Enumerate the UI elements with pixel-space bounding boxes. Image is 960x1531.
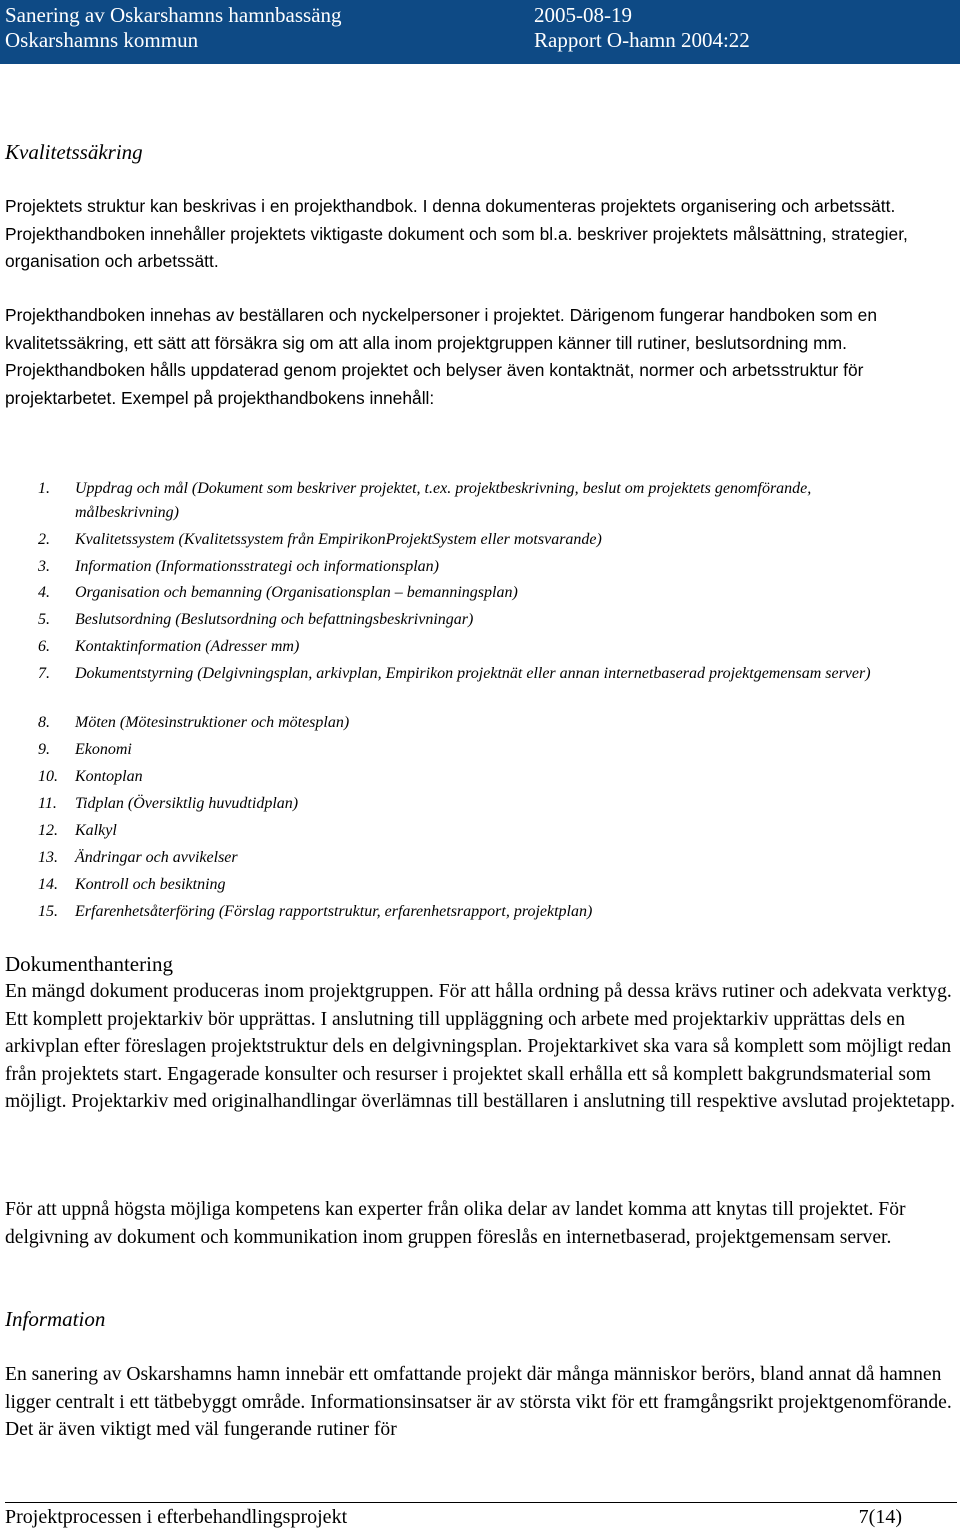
list-item: 7. Dokumentstyrning (Delgivningsplan, arkivplan, Empirikon projektnät eller annan internetbaserad projektgemensam server) [38, 665, 871, 682]
page-footer [5, 1502, 957, 1531]
paragraph-projektstruktur: Projektets struktur kan beskrivas i en projekthandbok. I denna dokumenteras projektets organisering och arbetssätt. Projekthandboken innehåller projektets viktigaste dokument och som bl.a. beskriver projektets målsättning, strategier, organisation och arbetssätt. [5, 196, 908, 271]
list-item: 5. Beslutsordning (Beslutsordning och befattningsbeskrivningar) [38, 611, 474, 628]
header-date: 2005-08-19 [534, 3, 632, 27]
header-title: Sanering av Oskarshamns hamnbassäng [5, 3, 342, 27]
header-org: Oskarshamns kommun [5, 28, 199, 52]
heading-kvalitetssakring: Kvalitetssäkring [5, 140, 143, 164]
paragraph-dokument: En mängd dokument produceras inom projektgruppen. För att hålla ordning på dessa krävs rutiner och adekvata verktyg. Ett komplett projektarkiv bör upprättas. I anslutning till uppläggning och arbete med projektarkiv upprättas dels en arkivplan efter föreslagen projektstruktur dels en delgivningsplan. Projektarkivet ska vara så komplett som möjligt redan från projektets start. Engagerade konsulter och resurser i projektet skall erhålla ett så komplett bakgrundsmaterial som möjligt. Projektarkiv med originalhandlingar överlämnas till beställaren i anslutning till respektive avslutad projektetapp. [5, 981, 956, 1112]
paragraph-kompetens: För att uppnå högsta möjliga kompetens kan experter från olika delar av landet komma att knytas till projektet. För delgivning av dokument och kommunikation inom gruppen föreslås en internetbaserad, projektgemensam server. [5, 1199, 906, 1248]
heading-information: Information [5, 1307, 106, 1331]
list-item: 2. Kvalitetssystem (Kvalitetssystem från EmpirikonProjektSystem eller motsvarande) [38, 531, 602, 548]
list-item: 15. Erfarenhetsåterföring (Förslag rapportstruktur, erfarenhetsrapport, projektplan) [38, 903, 593, 920]
paragraph-information: En sanering av Oskarshamns hamn innebär ett omfattande projekt där många människor berörs, bland annat då hamnen ligger centralt i ett tätbebyggt område. Informationsinsatser är av största vikt för ett framgångsrikt projektgenomförande. Det är även viktigt med väl fungerande rutiner för [5, 1364, 952, 1440]
heading-dokumenthantering: Dokumenthantering [5, 952, 173, 976]
list-item: 11. Tidplan (Översiktlig huvudtidplan) [38, 795, 299, 812]
list-item: 1. Uppdrag och mål (Dokument som beskriver projektet, t.ex. projektbeskrivning, beslut om projektets genomförande, målbeskrivning) [38, 480, 812, 521]
paragraph-projekthandbok: Projekthandboken innehas av beställaren och nyckelpersoner i projektet. Därigenom fungerar handboken som en kvalitetssäkring, ett sätt att försäkra sig om att alla inom projektgruppen känner till rutiner, beslutsordning mm. Projekthandboken hålls uppdaterad genom projektet och belyser även kontaktnät, normer och arbetsstruktur för projektarbetet. Exempel på projekthandbokens innehåll: [5, 305, 878, 408]
footer-title: Projektprocessen i efterbehandlingsprojekt [5, 1506, 348, 1528]
list-item: 14. Kontroll och besiktning [38, 876, 226, 893]
list-item: 6. Kontaktinformation (Adresser mm) [38, 638, 300, 655]
list-item: 9. Ekonomi [38, 741, 132, 758]
page-header [0, 0, 960, 64]
list-item: 13. Ändringar och avvikelser [38, 849, 238, 866]
list-item: 12. Kalkyl [38, 822, 117, 839]
list-item: 8. Möten (Mötesinstruktioner och mötesplan) [38, 714, 350, 731]
list-item: 10. Kontoplan [38, 768, 143, 785]
page-number: 7(14) [858, 1506, 902, 1528]
header-report: Rapport O-hamn 2004:22 [534, 28, 750, 52]
list-item: 4. Organisation och bemanning (Organisationsplan – bemanningsplan) [38, 584, 518, 601]
list-item: 3. Information (Informationsstrategi och informationsplan) [38, 558, 439, 575]
